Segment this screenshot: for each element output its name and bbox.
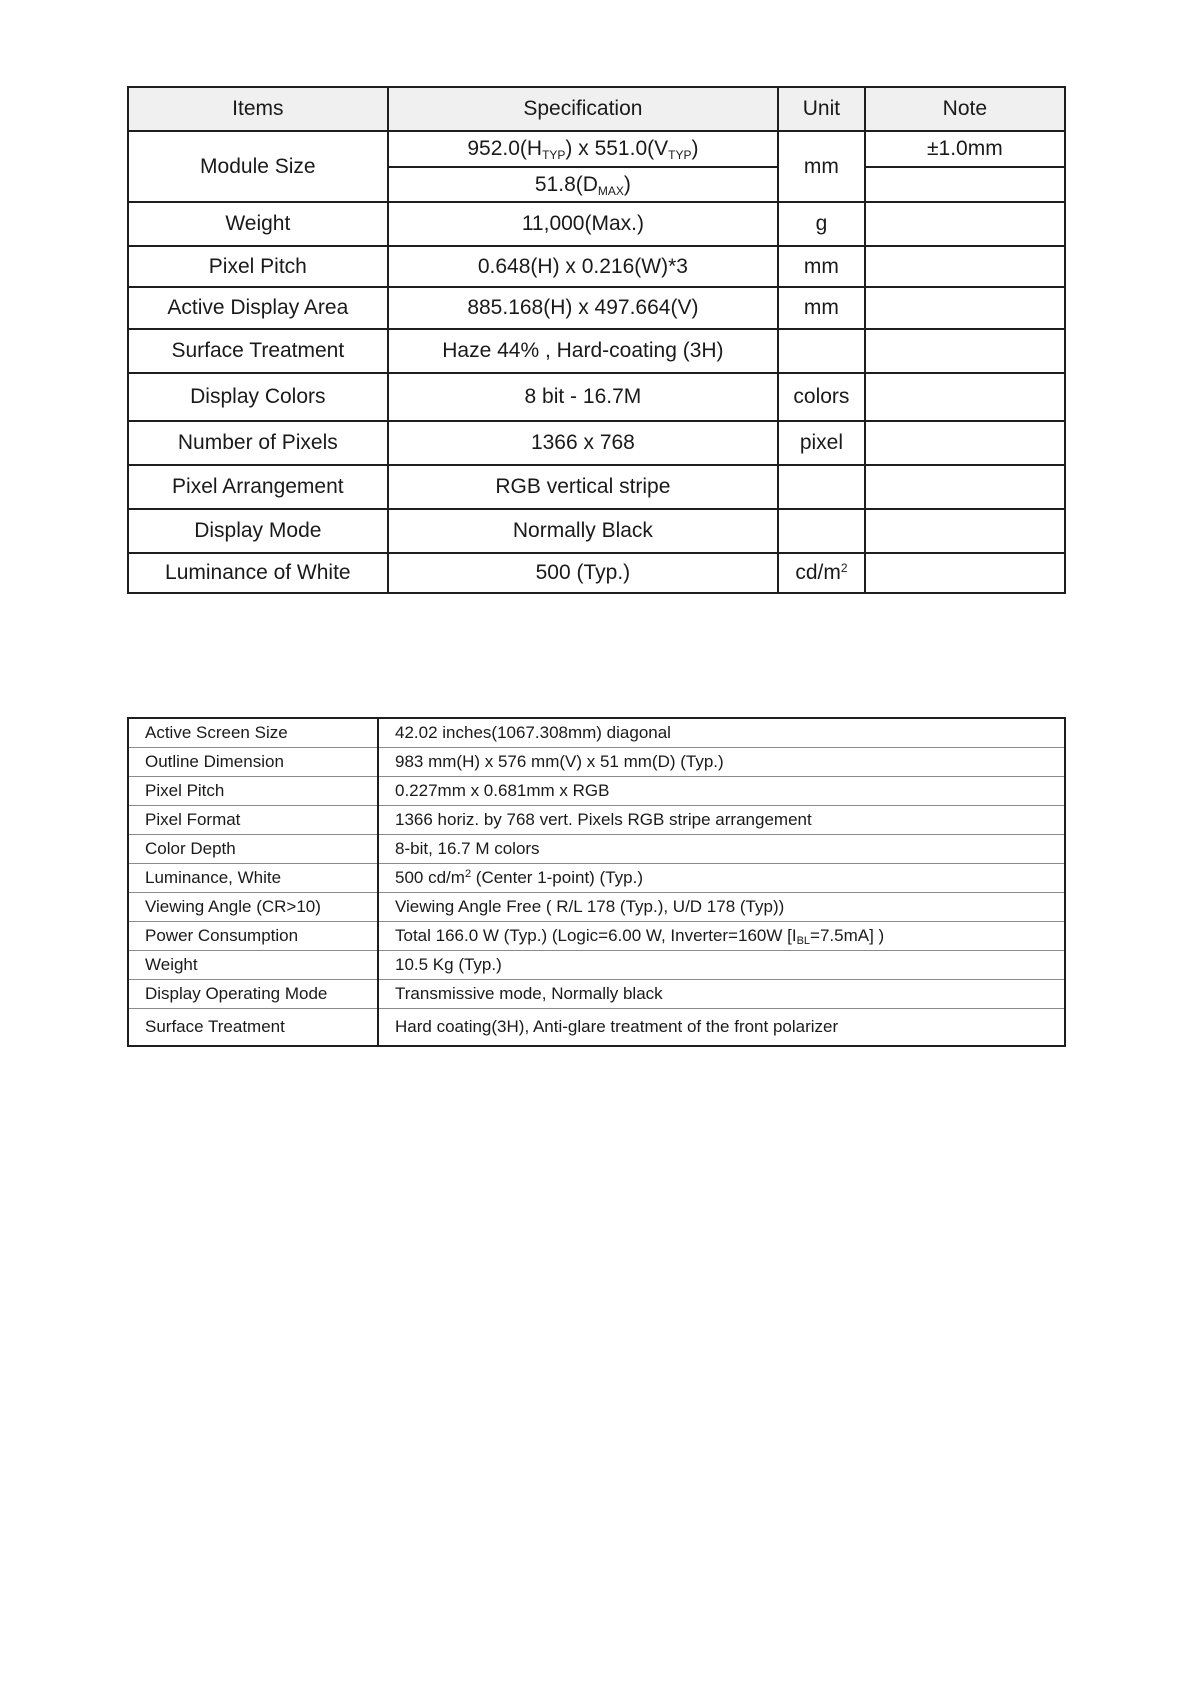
- features-table: [127, 717, 1066, 1047]
- unit-cell: [778, 509, 865, 553]
- feature-value: Hard coating(3H), Anti-glare treatment of the front polarizer: [378, 1009, 1065, 1047]
- header-unit: Unit: [778, 87, 865, 131]
- item-cell: Weight: [128, 202, 388, 246]
- feature-value: 10.5 Kg (Typ.): [378, 951, 1065, 980]
- unit-cell: colors: [778, 373, 865, 421]
- unit-module-size: mm: [778, 131, 865, 202]
- feature-value: 0.227mm x 0.681mm x RGB: [378, 777, 1065, 806]
- table-row: [128, 329, 1065, 373]
- table-row: [128, 1009, 1065, 1047]
- feature-key: Pixel Pitch: [128, 777, 378, 806]
- note-cell: [865, 465, 1065, 509]
- item-cell: Display Colors: [128, 373, 388, 421]
- note-module-size: ±1.0mm: [865, 131, 1065, 167]
- feature-key: Power Consumption: [128, 922, 378, 951]
- header-note: Note: [865, 87, 1065, 131]
- table-row: [128, 835, 1065, 864]
- feature-key: Pixel Format: [128, 806, 378, 835]
- item-cell: Active Display Area: [128, 287, 388, 329]
- unit-cell: [778, 329, 865, 373]
- table-row: [128, 373, 1065, 421]
- feature-key: Outline Dimension: [128, 748, 378, 777]
- feature-key: Surface Treatment: [128, 1009, 378, 1047]
- note-empty: [865, 167, 1065, 202]
- feature-key: Luminance, White: [128, 864, 378, 893]
- table-row: [128, 864, 1065, 893]
- table-row: [128, 922, 1065, 951]
- item-cell: Pixel Pitch: [128, 246, 388, 287]
- table-row: [128, 951, 1065, 980]
- note-cell: [865, 373, 1065, 421]
- table-row: [128, 893, 1065, 922]
- note-cell: [865, 287, 1065, 329]
- table-row: [128, 246, 1065, 287]
- spec-cell: 11,000(Max.): [388, 202, 779, 246]
- spec-cell: 885.168(H) x 497.664(V): [388, 287, 779, 329]
- spec-cell: Haze 44% , Hard-coating (3H): [388, 329, 779, 373]
- spec-cell: 0.648(H) x 0.216(W)*3: [388, 246, 779, 287]
- spec-table: [127, 86, 1066, 594]
- item-cell: Display Mode: [128, 509, 388, 553]
- table-header-row: [128, 87, 1065, 131]
- spec-cell: 1366 x 768: [388, 421, 779, 465]
- table-row: [128, 806, 1065, 835]
- unit-cell: g: [778, 202, 865, 246]
- feature-key: Viewing Angle (CR>10): [128, 893, 378, 922]
- table-row: [128, 777, 1065, 806]
- note-cell: [865, 329, 1065, 373]
- note-luminance: [865, 553, 1065, 593]
- feature-key: Weight: [128, 951, 378, 980]
- item-luminance: Luminance of White: [128, 553, 388, 593]
- item-cell: Surface Treatment: [128, 329, 388, 373]
- unit-luminance: $cd/m^2$: [778, 553, 865, 593]
- item-cell: Pixel Arrangement: [128, 465, 388, 509]
- feature-key: Display Operating Mode: [128, 980, 378, 1009]
- table-row: [128, 131, 1065, 167]
- table-row: [128, 718, 1065, 748]
- spec-luminance: 500 (Typ.): [388, 553, 779, 593]
- feature-value: Total 166.0 W (Typ.) (Logic=6.00 W, Inverter=160W $[I_{BL}=7.5mA]$ ): [378, 922, 1065, 951]
- table-row: [128, 553, 1065, 593]
- table-row: [128, 509, 1065, 553]
- unit-cell: mm: [778, 287, 865, 329]
- spec-cell: 8 bit - 16.7M: [388, 373, 779, 421]
- feature-key: Color Depth: [128, 835, 378, 864]
- note-cell: [865, 421, 1065, 465]
- note-cell: [865, 202, 1065, 246]
- feature-value: 8-bit, 16.7 M colors: [378, 835, 1065, 864]
- feature-key: Active Screen Size: [128, 718, 378, 748]
- unit-cell: mm: [778, 246, 865, 287]
- feature-value: 1366 horiz. by 768 vert. Pixels RGB stripe arrangement: [378, 806, 1065, 835]
- unit-cell: [778, 465, 865, 509]
- feature-value: 42.02 inches(1067.308mm) diagonal: [378, 718, 1065, 748]
- table-row: [128, 287, 1065, 329]
- spec-cell: RGB vertical stripe: [388, 465, 779, 509]
- spec-module-size-hv: $952.0(H_{TYP})$ x $551.0(V_{TYP})$: [388, 131, 779, 167]
- header-items: Items: [128, 87, 388, 131]
- unit-cell: pixel: [778, 421, 865, 465]
- table-row: [128, 202, 1065, 246]
- item-cell: Number of Pixels: [128, 421, 388, 465]
- spec-cell: Normally Black: [388, 509, 779, 553]
- spec-module-size-depth: $51.8(D_{MAX})$: [388, 167, 779, 202]
- header-specification: Specification: [388, 87, 779, 131]
- feature-value: Viewing Angle Free ( R/L 178 (Typ.), U/D 178 (Typ)): [378, 893, 1065, 922]
- table-row: [128, 748, 1065, 777]
- item-module-size: Module Size: [128, 131, 388, 202]
- feature-value: Transmissive mode, Normally black: [378, 980, 1065, 1009]
- note-cell: [865, 246, 1065, 287]
- feature-value: 983 mm(H) x 576 mm(V) x 51 mm(D) (Typ.): [378, 748, 1065, 777]
- table-row: [128, 980, 1065, 1009]
- note-cell: [865, 509, 1065, 553]
- feature-value: 500 $cd/m^2$ (Center 1-point) (Typ.): [378, 864, 1065, 893]
- table-row: [128, 465, 1065, 509]
- table-row: [128, 421, 1065, 465]
